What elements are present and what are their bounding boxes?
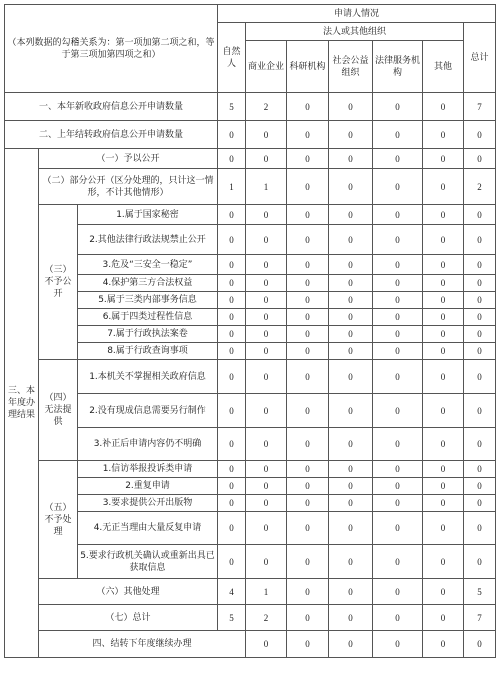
cell: 0 <box>373 225 423 255</box>
cell: 0 <box>329 631 373 658</box>
cell: 0 <box>287 169 329 205</box>
cell: 0 <box>329 309 373 326</box>
cell: 0 <box>373 545 423 579</box>
table-row <box>5 360 496 394</box>
cell: 0 <box>218 225 246 255</box>
cell: 0 <box>373 93 423 121</box>
cell: 0 <box>464 292 496 309</box>
cell: 1 <box>218 169 246 205</box>
table-row <box>5 631 496 658</box>
cell: 0 <box>423 255 464 275</box>
header-natural-person: 自然人 <box>218 23 246 93</box>
cell: 0 <box>329 169 373 205</box>
cell: 0 <box>423 225 464 255</box>
table-row <box>5 579 496 605</box>
cell: 0 <box>218 428 246 461</box>
table-row <box>5 461 496 478</box>
table-row <box>5 478 496 495</box>
cell: 0 <box>287 255 329 275</box>
cell: 0 <box>423 495 464 512</box>
header-col-other: 其他 <box>423 41 464 93</box>
cell: 1 <box>246 169 287 205</box>
row-label: 四、结转下年度继续办理 <box>39 631 246 658</box>
cell: 0 <box>464 428 496 461</box>
cell: 0 <box>423 579 464 605</box>
cell: 0 <box>464 309 496 326</box>
cell: 0 <box>373 169 423 205</box>
cell: 0 <box>373 309 423 326</box>
cell: 0 <box>287 495 329 512</box>
cell: 0 <box>218 275 246 292</box>
cell: 2 <box>464 169 496 205</box>
row-label: 2.其他法律行政法规禁止公开 <box>78 225 218 255</box>
cell: 0 <box>329 360 373 394</box>
table-row <box>5 93 496 121</box>
cell: 0 <box>287 512 329 545</box>
cell: 1 <box>246 579 287 605</box>
cell: 0 <box>329 605 373 631</box>
cell: 0 <box>373 205 423 225</box>
row-label: 1.本机关不掌握相关政府信息 <box>78 360 218 394</box>
cell: 0 <box>423 121 464 149</box>
cell: 0 <box>373 428 423 461</box>
cell: 0 <box>218 495 246 512</box>
cell: 0 <box>246 292 287 309</box>
row-label: 2.没有现成信息需要另行制作 <box>78 394 218 428</box>
cell: 0 <box>287 343 329 360</box>
cell: 0 <box>464 478 496 495</box>
cell: 0 <box>287 394 329 428</box>
cell: 0 <box>373 631 423 658</box>
table-row <box>5 255 496 275</box>
group-3-label: （三）不予公开 <box>39 205 78 360</box>
row-label: 3.补正后申请内容仍不明确 <box>78 428 218 461</box>
cell: 0 <box>329 93 373 121</box>
cell: 0 <box>373 292 423 309</box>
cell: 0 <box>246 225 287 255</box>
cell: 0 <box>246 428 287 461</box>
cell: 0 <box>287 292 329 309</box>
cell: 0 <box>218 478 246 495</box>
header-col-legal-service: 法律服务机构 <box>373 41 423 93</box>
group-4-label: （四）无法提供 <box>39 360 78 461</box>
cell: 0 <box>423 512 464 545</box>
cell: 0 <box>287 545 329 579</box>
cell: 0 <box>423 461 464 478</box>
group-5-label: （五）不予处理 <box>39 461 78 579</box>
table-row <box>5 495 496 512</box>
cell: 0 <box>246 545 287 579</box>
table-row <box>5 292 496 309</box>
cell: 0 <box>329 512 373 545</box>
cell: 0 <box>423 428 464 461</box>
cell: 0 <box>464 394 496 428</box>
cell: 0 <box>329 326 373 343</box>
cell: 0 <box>423 343 464 360</box>
cell: 0 <box>246 478 287 495</box>
table-row <box>5 275 496 292</box>
cell: 0 <box>329 121 373 149</box>
cell: 0 <box>373 478 423 495</box>
cell: 0 <box>464 255 496 275</box>
cell: 0 <box>423 478 464 495</box>
header-note: （本列数据的勾稽关系为：第一项加第二项之和，等于第三项加第四项之和） <box>5 5 218 93</box>
cell: 0 <box>464 512 496 545</box>
cell: 0 <box>423 205 464 225</box>
cell: 7 <box>464 93 496 121</box>
row-label: 5.要求行政机关确认或重新出具已获取信息 <box>78 545 218 579</box>
table-row <box>5 205 496 225</box>
header-col-public-welfare: 社会公益组织 <box>329 41 373 93</box>
table-row <box>5 326 496 343</box>
cell: 0 <box>423 326 464 343</box>
cell: 0 <box>423 275 464 292</box>
cell: 0 <box>287 360 329 394</box>
cell: 0 <box>218 149 246 169</box>
cell: 0 <box>464 275 496 292</box>
table-row <box>5 428 496 461</box>
cell: 0 <box>373 394 423 428</box>
cell: 2 <box>246 93 287 121</box>
cell: 0 <box>218 326 246 343</box>
cell: 0 <box>329 545 373 579</box>
cell: 0 <box>373 343 423 360</box>
cell: 0 <box>329 255 373 275</box>
cell: 0 <box>246 495 287 512</box>
table-row <box>5 309 496 326</box>
row-label: （二）部分公开（区分处理的，只计这一情形，不计其他情形） <box>39 169 218 205</box>
header-applicant: 申请人情况 <box>218 5 496 23</box>
cell: 0 <box>246 149 287 169</box>
cell: 0 <box>287 326 329 343</box>
row-label: 二、上年结转政府信息公开申请数量 <box>5 121 218 149</box>
table-row <box>5 605 496 631</box>
cell: 0 <box>246 255 287 275</box>
cell: 0 <box>218 512 246 545</box>
cell: 0 <box>373 255 423 275</box>
cell: 0 <box>287 149 329 169</box>
cell: 0 <box>287 225 329 255</box>
cell: 0 <box>246 205 287 225</box>
cell: 0 <box>464 360 496 394</box>
table-row <box>5 225 496 255</box>
cell: 0 <box>464 631 496 658</box>
cell: 0 <box>329 275 373 292</box>
cell: 0 <box>373 326 423 343</box>
section3-label: 三、本年度办理结果 <box>5 149 39 658</box>
cell: 0 <box>464 121 496 149</box>
cell: 0 <box>218 205 246 225</box>
table-row <box>5 149 496 169</box>
cell: 0 <box>423 631 464 658</box>
cell: 0 <box>464 343 496 360</box>
table-row <box>5 545 496 579</box>
cell: 0 <box>287 605 329 631</box>
cell: 0 <box>373 275 423 292</box>
cell: 0 <box>287 428 329 461</box>
table-row <box>5 121 496 149</box>
cell: 0 <box>287 631 329 658</box>
cell: 0 <box>373 461 423 478</box>
row-label: 5.属于三类内部事务信息 <box>78 292 218 309</box>
header-legal-group: 法人或其他组织 <box>246 23 464 41</box>
cell: 0 <box>246 631 287 658</box>
cell: 0 <box>218 292 246 309</box>
cell: 0 <box>246 309 287 326</box>
info-disclosure-table <box>4 4 496 658</box>
cell: 0 <box>373 149 423 169</box>
cell: 0 <box>329 461 373 478</box>
row-label: 6.属于四类过程性信息 <box>78 309 218 326</box>
cell: 0 <box>329 478 373 495</box>
cell: 0 <box>464 545 496 579</box>
cell: 0 <box>373 605 423 631</box>
cell: 0 <box>423 605 464 631</box>
cell: 0 <box>218 461 246 478</box>
cell: 0 <box>287 275 329 292</box>
cell: 0 <box>423 149 464 169</box>
cell: 0 <box>464 149 496 169</box>
cell: 0 <box>246 121 287 149</box>
cell: 0 <box>246 343 287 360</box>
cell: 0 <box>246 326 287 343</box>
row-label: 2.重复申请 <box>78 478 218 495</box>
header-col-commercial: 商业企业 <box>246 41 287 93</box>
table-row <box>5 169 496 205</box>
cell: 0 <box>246 394 287 428</box>
cell: 0 <box>464 205 496 225</box>
cell: 0 <box>373 512 423 545</box>
cell: 0 <box>287 121 329 149</box>
cell: 5 <box>218 605 246 631</box>
cell: 0 <box>329 428 373 461</box>
row-label: 8.属于行政查询事项 <box>78 343 218 360</box>
cell: 0 <box>373 495 423 512</box>
cell: 0 <box>287 478 329 495</box>
cell: 7 <box>464 605 496 631</box>
cell: 0 <box>287 461 329 478</box>
cell: 0 <box>218 309 246 326</box>
cell: 0 <box>287 93 329 121</box>
cell: 0 <box>287 205 329 225</box>
cell: 0 <box>423 93 464 121</box>
cell: 5 <box>218 93 246 121</box>
cell: 0 <box>329 292 373 309</box>
cell: 4 <box>218 579 246 605</box>
table-row <box>5 512 496 545</box>
row-label: 7.属于行政执法案卷 <box>78 326 218 343</box>
cell: 0 <box>423 360 464 394</box>
cell: 0 <box>329 579 373 605</box>
row-label: 4.保护第三方合法权益 <box>78 275 218 292</box>
cell: 0 <box>218 343 246 360</box>
header-total: 总计 <box>464 23 496 93</box>
row-label: （六）其他处理 <box>39 579 218 605</box>
row-label: 3.要求提供公开出版物 <box>78 495 218 512</box>
cell: 0 <box>329 205 373 225</box>
cell: 0 <box>246 461 287 478</box>
row-label: 1.信访举报投诉类申请 <box>78 461 218 478</box>
cell: 0 <box>218 545 246 579</box>
cell: 0 <box>373 579 423 605</box>
cell: 0 <box>246 275 287 292</box>
header-col-research: 科研机构 <box>287 41 329 93</box>
row-label: 3.危及“三安全一稳定” <box>78 255 218 275</box>
cell: 0 <box>423 394 464 428</box>
cell: 0 <box>464 326 496 343</box>
cell: 0 <box>373 360 423 394</box>
cell: 0 <box>218 255 246 275</box>
cell: 2 <box>246 605 287 631</box>
cell: 0 <box>423 309 464 326</box>
cell: 0 <box>246 360 287 394</box>
row-label: （七）总计 <box>39 605 218 631</box>
cell: 0 <box>218 394 246 428</box>
table-row <box>5 343 496 360</box>
cell: 0 <box>464 461 496 478</box>
cell: 0 <box>464 225 496 255</box>
cell: 0 <box>329 343 373 360</box>
cell: 0 <box>423 545 464 579</box>
cell: 0 <box>218 360 246 394</box>
cell: 0 <box>329 149 373 169</box>
cell: 0 <box>246 512 287 545</box>
cell: 0 <box>329 394 373 428</box>
cell: 0 <box>287 309 329 326</box>
cell: 5 <box>464 579 496 605</box>
row-label: 1.属于国家秘密 <box>78 205 218 225</box>
row-label: （一）予以公开 <box>39 149 218 169</box>
cell: 0 <box>373 121 423 149</box>
cell: 0 <box>464 495 496 512</box>
cell: 0 <box>218 121 246 149</box>
table-row <box>5 394 496 428</box>
cell: 0 <box>287 579 329 605</box>
row-label: 一、本年新收政府信息公开申请数量 <box>5 93 218 121</box>
row-label: 4.无正当理由大量反复申请 <box>78 512 218 545</box>
cell: 0 <box>329 495 373 512</box>
cell: 0 <box>423 169 464 205</box>
cell: 0 <box>329 225 373 255</box>
cell: 0 <box>423 292 464 309</box>
